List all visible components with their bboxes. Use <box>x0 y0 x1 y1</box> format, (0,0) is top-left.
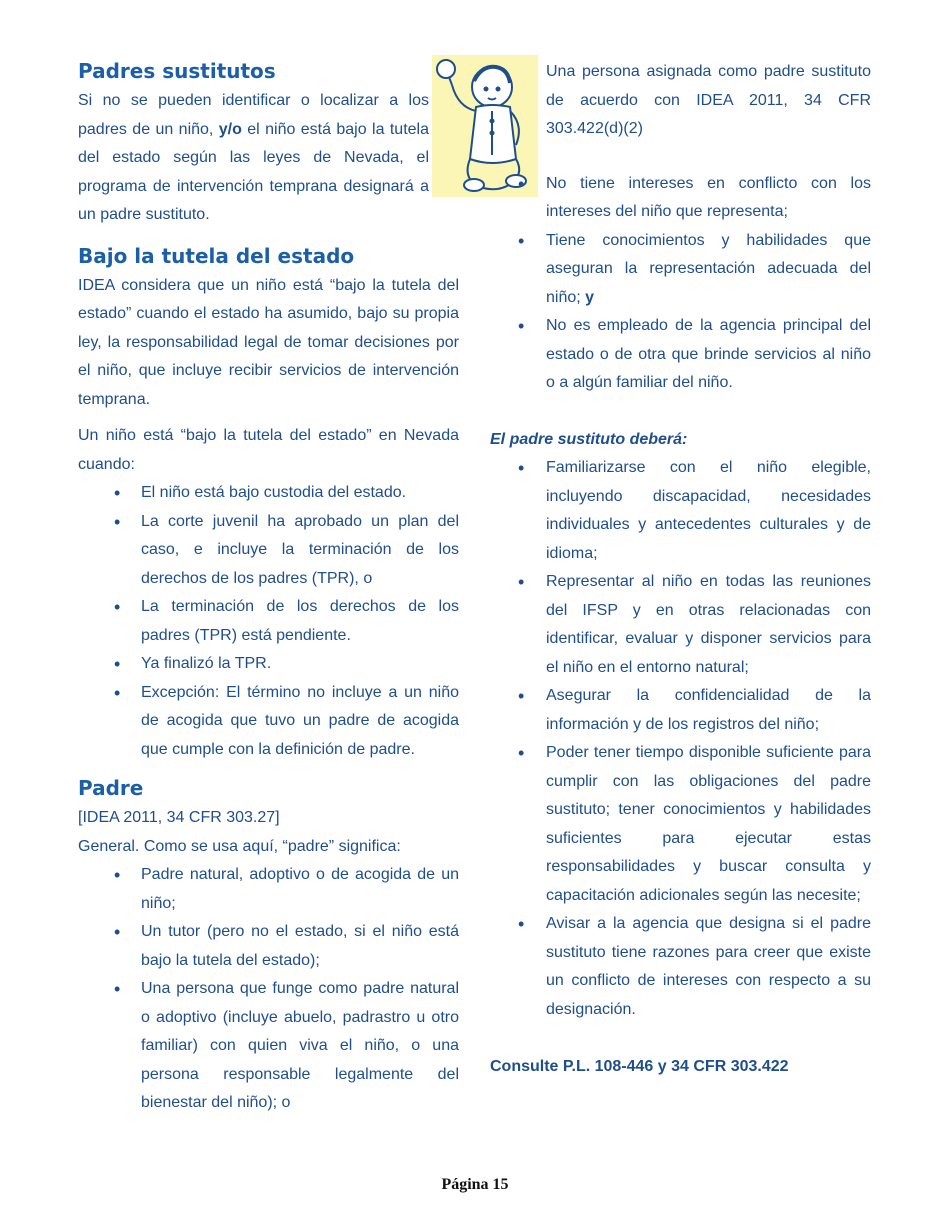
criteria-list <box>490 170 871 398</box>
bold-text: y <box>585 288 595 306</box>
list-item: • El niño está bajo custodia del estado. <box>78 479 459 508</box>
list-item: • Poder tener tiempo disponible suficiente para cumplir con las obligaciones del padre sustituto; tener conocimientos y habilidades suficientes para ejecutar estas responsabilidades y buscar consulta y capacitación adicionales según las necesite; <box>490 739 871 910</box>
page-number: Página 15 <box>441 1176 509 1193</box>
list-item: • Un tutor (pero no el estado, si el niño está bajo la tutela del estado); <box>78 918 459 975</box>
list-item: • No tiene intereses en conflicto con los intereses del niño que representa; <box>490 170 871 227</box>
text-segment: el niño está bajo la tutela del estado según las leyes de Nevada, el programa de intervención temprana designará a un padre sustituto. <box>78 120 429 223</box>
list-item: • La terminación de los derechos de los padres (TPR) está pendiente. <box>78 593 459 650</box>
text-segment: Tiene conocimientos y habilidades que aseguran la representación adecuada del niño; <box>546 231 871 306</box>
padre-list <box>78 861 459 1118</box>
left-column <box>78 55 459 1118</box>
bold-text: y/o <box>218 120 242 138</box>
list-item: • La corte juvenil ha aprobado un plan del caso, e incluye la terminación de los derechos de los padres (TPR), o <box>78 508 459 594</box>
right-column <box>490 55 871 1082</box>
list-item: • Una persona que funge como padre natural o adoptivo (incluye abuelo, padrastro u otro familiar) con quien viva el niño, o una persona responsable legalmente del bienestar del niño); o <box>78 975 459 1118</box>
list-item <box>490 227 871 313</box>
section-title-padres-sustitutos: Padres sustitutos <box>78 59 276 83</box>
list-item: • Ya finalizó la TPR. <box>78 650 459 679</box>
deberá-heading: El padre sustituto deberá: <box>490 430 688 448</box>
tutela-list <box>78 479 459 764</box>
padre-intro: General. Como se usa aquí, “padre” significa: <box>78 837 401 855</box>
list-item: • No es empleado de la agencia principal del estado o de otra que brinde servicios al niño o a algún familiar del niño. <box>490 312 871 398</box>
list-item: • Familiarizarse con el niño elegible, incluyendo discapacidad, necesidades individuales y antecedentes culturales y de idioma; <box>490 454 871 568</box>
section-title-tutela: Bajo la tutela del estado <box>78 243 355 268</box>
section-title-padre: Padre <box>78 776 144 800</box>
tutela-paragraph-1: IDEA considera que un niño está “bajo la tutela del estado” cuando el estado ha asumido, bajo su propia ley, la responsabilidad legal de tomar decisiones por el niño, que incluye recibir servicios de intervención temprana. <box>78 276 459 408</box>
list-item: • Excepción: El término no incluye a un niño de acogida que tuvo un padre de acogida que cumple con la definición de padre. <box>78 679 459 765</box>
tutela-paragraph-2: Un niño está “bajo la tutela del estado” en Nevada cuando: <box>78 427 459 473</box>
text-segment: Si no se pueden identificar o localizar a los padres de un niño, <box>78 92 429 138</box>
list-item: • Representar al niño en todas las reuniones del IFSP y en otras relacionadas con identificar, evaluar y disponer servicios para el niño en el entorno natural; <box>490 568 871 682</box>
list-item: • Asegurar la confidencialidad de la información y de los registros del niño; <box>490 682 871 739</box>
list-item: • Padre natural, adoptivo o de acogida de un niño; <box>78 861 459 918</box>
duties-list <box>490 454 871 1024</box>
consulte-reference: Consulte P.L. 108-446 y 34 CFR 303.422 <box>490 1058 789 1075</box>
padres-sustitutos-paragraph <box>78 87 429 230</box>
right-intro-paragraph: Una persona asignada como padre sustituto de acuerdo con IDEA 2011, 34 CFR 303.422(d)(2) <box>546 63 871 137</box>
list-item: • Avisar a la agencia que designa si el padre sustituto tiene razones para creer que existe un conflicto de intereses con respecto a su designación. <box>490 910 871 1024</box>
padre-reference: [IDEA 2011, 34 CFR 303.27] <box>78 809 280 826</box>
